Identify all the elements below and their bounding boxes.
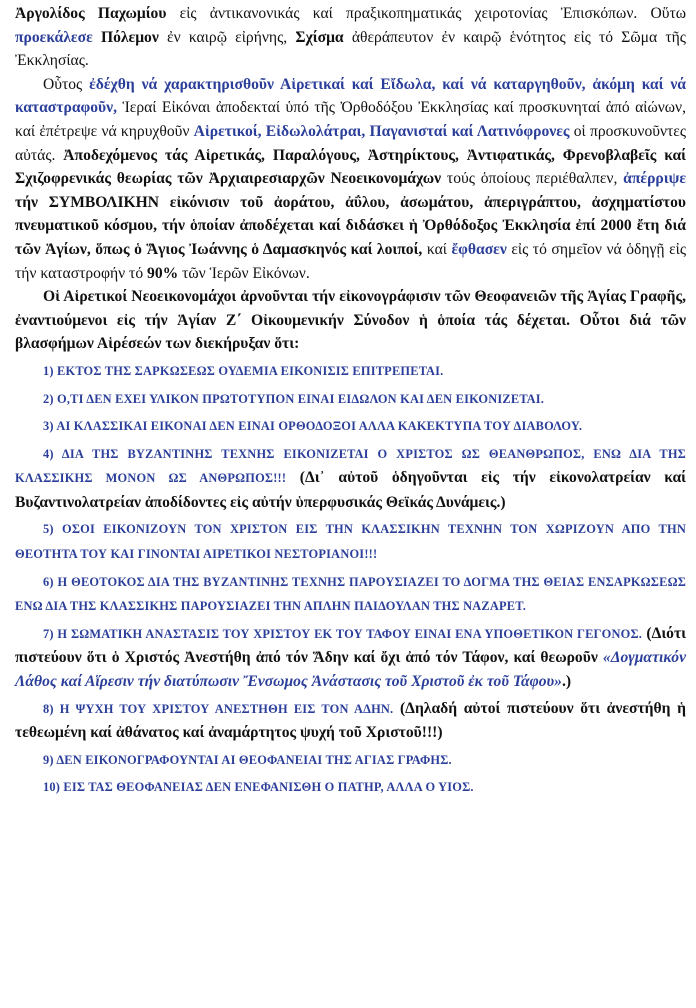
list-item-7-quote: «Δογματικόν Λάθος καί Αἵρεσιν τήν διατύπωσιν Ἔνσωμος Ἀνάστασις τοῦ Χριστοῦ ἐκ τοῦ Τάφου» xyxy=(15,649,686,691)
p1-text-2: ἐν καιρῷ εἰρήνης, xyxy=(158,28,296,46)
list-item-7-caps: 7) Η ΣΩΜΑΤΙΚΗ ΑΝΑΣΤΑΣΙΣ ΤΟΥ ΧΡΙΣΤΟΥ ΕΚ ΤΟΥ ΤΑΦΟΥ ΕΙΝΑΙ ΕΝΑ ΥΠΟΘΕΤΙΚΟΝ ΓΕΓΟΝΟΣ. xyxy=(43,626,643,641)
list-item-4-note: (Δι᾽ αὐτοῦ ὁδηγοῦνται εἰς τήν εἰκονολατρείαν καί Βυζαντινολατρείαν ἀποδίδοντες εἰς αὐτήν ὑπερφυσικάς Θεϊκάς Δυνάμεις.) xyxy=(15,469,686,511)
list-item-7 xyxy=(15,622,686,694)
list-item-2-text: 2) Ο,ΤΙ ΔΕΝ ΕΧΕΙ ΥΛΙΚΟΝ ΠΡΩΤΟΤΥΠΟΝ ΕΙΝΑΙ ΕΙΔΩΛΟΝ ΚΑΙ ΔΕΝ ΕΙΚΟΝΙΖΕΤΑΙ. xyxy=(43,391,545,406)
p2-text-4: τούς ὁποίους περιέθαλπεν, xyxy=(441,170,624,188)
list-item-1-text: 1) ΕΚΤΟΣ ΤΗΣ ΣΑΡΚΩΣΕΩΣ ΟΥΔΕΜΙΑ ΕΙΚΟΝΙΣΙΣ ΕΠΙΤΡΕΠΕΤΑΙ. xyxy=(43,363,444,378)
paragraph-3: Οἱ Αἱρετικοί Νεοεικονομάχοι ἀρνοῦνται τήν εἰκονογράφισιν τῶν Θεοφανειῶν τῆς Ἁγίας Γραφῆς, ἐναντιούμενοι εἰς τήν Ἁγίαν Ζ΄ Οἰκουμενικήν Σύνοδον ἡ ὁποία τάς δέχεται. Οὗτοι διά τῶν βλασφήμων Αἱρέσεών των διεκήρυξαν ὅτι: xyxy=(15,288,686,353)
list-item-5-text: 5) ΟΣΟΙ ΕΙΚΟΝΙΖΟΥΝ ΤΟΝ ΧΡΙΣΤΟΝ ΕΙΣ ΤΗΝ ΚΛΑΣΣΙΚΗΝ ΤΕΧΝΗΝ ΤΟΝ ΧΩΡΙΖΟΥΝ ΑΠΟ ΤΗΝ ΘΕΟΤΗΤΑ ΤΟΥ ΚΑΙ ΓΙΝΟΝΤΑΙ ΑΙΡΕΤΙΚΟΙ ΝΕΣΤΟΡΙΑΝΟΙ!!! xyxy=(15,522,686,562)
p2-text-5: καί xyxy=(422,240,452,258)
p1-blue-provoked: προεκάλεσε xyxy=(15,28,93,46)
p2-bold-percent: 90% xyxy=(147,264,179,282)
p1-bold-schism: Σχίσμα xyxy=(295,28,344,46)
p2-text-1: Οὗτος xyxy=(43,75,90,93)
list-item-2 xyxy=(15,387,686,412)
list-item-9 xyxy=(15,748,686,773)
list-item-8-note: (Δηλαδή αὐτοί πιστεύουν ὅτι ἀνεστήθη ἡ τεθεωμένη καί ἀθάνατος καί ἀναμάρτητος ψυχή τοῦ Χριστοῦ!!!) xyxy=(15,699,686,742)
list-item-9-text: 9) ΔΕΝ ΕΙΚΟΝΟΓΡΑΦΟΥΝΤΑΙ ΑΙ ΘΕΟΦΑΝΕΙΑΙ ΤΗΣ ΑΓΙΑΣ ΓΡΑΦΗΣ. xyxy=(43,752,452,767)
list-item-4-caps: 4) ΔΙΑ ΤΗΣ ΒΥΖΑΝΤΙΝΗΣ ΤΕΧΝΗΣ ΕΙΚΟΝΙΖΕΤΑΙ Ο ΧΡΙΣΤΟΣ ΩΣ ΘΕΑΝΘΡΩΠΟΣ, ΕΝΩ ΔΙΑ ΤΗΣ ΚΛΑΣΣΙΚΗΣ ΜΟΝΟΝ ΩΣ ΑΝΘΡΩΠΟΣ!!! xyxy=(15,446,686,486)
list-item-8 xyxy=(15,697,686,745)
list-item-10-text: 10) ΕΙΣ ΤΑΣ ΘΕΟΦΑΝΕΙΑΣ ΔΕΝ ΕΝΕΦΑΝΙΣΘΗ Ο ΠΑΤΗΡ, ΑΛΛΑ Ο ΥΙΟΣ. xyxy=(43,780,474,795)
p2-text-6: εἰς τό σημεῖον νά ὁδηγῇ εἰς τήν καταστροφήν τό xyxy=(15,240,687,282)
p2-bold-1: Ἀποδεχόμενος τάς Αἱρετικάς, Παραλόγους, Ἀστηρίκτους, Ἀντιφατικάς, Φρενοβλαβεῖς καί Σχιζοφρενικάς θεωρίας τῶν Ἀρχιαιρεσιαρχῶν Νεοεικονομάχων xyxy=(15,146,686,188)
list-item-6-text: 6) Η ΘΕΟΤΟΚΟΣ ΔΙΑ ΤΗΣ ΒΥΖΑΝΤΙΝΗΣ ΤΕΧΝΗΣ ΠΑΡΟΥΣΙΑΖΕΙ ΤΟ ΔΟΓΜΑ ΤΗΣ ΘΕΙΑΣ ΕΝΣΑΡΚΩΣΕΩΣ ΕΝΩ ΔΙΑ ΤΗΣ ΚΛΑΣΣΙΚΗΣ ΠΑΡΟΥΣΙΑΖΕΙ ΤΗΝ ΑΠΛΗΝ ΠΑΙΔΟΥΛΑΝ ΤΗΣ ΝΑΖΑΡΕΤ. xyxy=(15,574,686,614)
list-item-8-caps: 8) Η ΨΥΧΗ ΤΟΥ ΧΡΙΣΤΟΥ ΑΝΕΣΤΗΘΗ ΕΙΣ ΤΟΝ ΑΔΗΝ. xyxy=(43,701,394,716)
paragraph-1 xyxy=(15,2,686,73)
list-item-4 xyxy=(15,442,686,515)
p2-text-7: τῶν Ἱερῶν Εἰκόνων. xyxy=(178,264,310,282)
p2-text-2: Ἱεραί Εἰκόναι ἀποδεκταί ὑπό τῆς Ὀρθοδόξου Ἐκκλησίας καί προσκυνηταί ἀπό αἰώνων, καί ἐπέτρεψε νά κηρυχθοῦν xyxy=(15,99,686,140)
p2-blue-2: Αἱρετικοί, Εἰδωλολάτραι, Παγανισταί καί Λατινόφρονες xyxy=(193,122,570,140)
p2-bold-2: τήν ΣΥΜΒΟΛΙΚΗΝ εἰκόνισιν τοῦ ἀοράτου, ἀΰλου, ἀσωμάτου, ἀπεριγράπτου, ἀσχηματίστου πνευματικοῦ κόσμου, τήν ὁποίαν ἀποδέχεται καί διδάσκει ἡ Ὀρθόδοξος Ἐκκλησία ἐπί 2000 ἔτη διά τῶν Ἁγίων, ὅπως ὁ Ἅγιος Ἰωάννης ὁ Δαμασκηνός καί λοιποί, xyxy=(15,193,686,258)
p2-blue-1: ἐδέχθη νά χαρακτηρισθοῦν Αἱρετικαί καί Εἴδωλα, καί νά καταργηθοῦν, ἀκόμη καί νά καταστραφοῦν, xyxy=(15,75,686,117)
list-item-10 xyxy=(15,775,686,800)
list-item-1 xyxy=(15,359,686,384)
list-item-6 xyxy=(15,570,686,619)
p1-text-3: ἀθεράπευτον ἐν καιρῷ ἑνότητος εἰς τό Σῶμα τῆς Ἐκκλησίας. xyxy=(15,28,686,70)
list-item-7-note: (Διότι πιστεύουν ὅτι ὁ Χριστός Ἀνεστήθη ἀπό τόν Ἅδην καί ὄχι ἀπό τόν Τάφον, καί θεωροῦν xyxy=(15,624,687,667)
p1-bold-name: Ἀργολίδος Παχωμίου xyxy=(15,5,167,22)
p1-space xyxy=(93,29,101,46)
list-item-5 xyxy=(15,517,686,566)
p2-blue-4: ἔφθασεν xyxy=(451,240,507,258)
list-item-7-close: .) xyxy=(561,673,572,691)
p2-text-3: οἱ προσκυνοῦντες αὐτάς. xyxy=(15,122,687,164)
list-item-3 xyxy=(15,414,686,439)
p2-blue-3: ἀπέρριψε xyxy=(623,170,686,188)
p1-bold-war: Πόλεμον xyxy=(100,28,159,46)
paragraph-2 xyxy=(15,73,686,285)
list-item-3-text: 3) ΑΙ ΚΛΑΣΣΙΚΑΙ ΕΙΚΟΝΑΙ ΔΕΝ ΕΙΝΑΙ ΟΡΘΟΔΟΞΟΙ ΑΛΛΑ ΚΑΚΕΚΤΥΠΑ ΤΟΥ ΔΙΑΒΟΛΟΥ. xyxy=(43,419,583,434)
p1-text: εἰς ἀντικανονικάς καί πραξικοπηματικάς χειροτονίας Ἐπισκόπων. Οὕτω xyxy=(166,5,686,22)
